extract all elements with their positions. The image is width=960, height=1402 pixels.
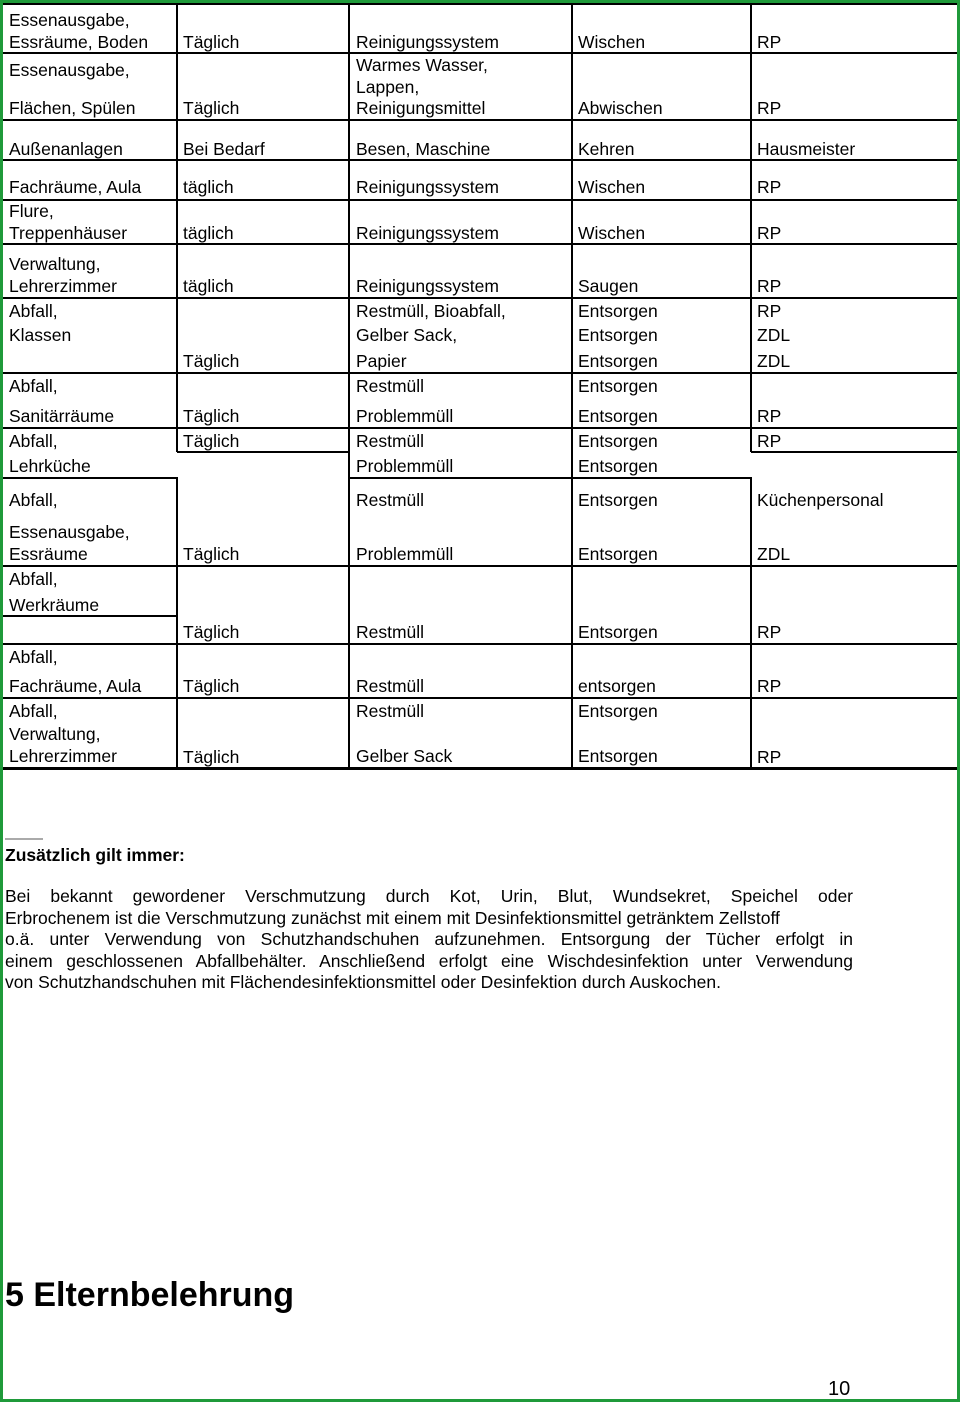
cell-responsible: RP [757,301,782,321]
table-rule [349,477,751,479]
cell-method: Wischen [578,223,646,243]
cell-area: Essenausgabe, [9,522,130,542]
note-line: Erbrochenem ist die Verschmutzung zunächst mit einem mit Desinfektionsmittel getränktem Zellstoff [5,907,780,928]
table-rule [177,451,349,453]
cell-area: Abfall, [9,490,58,510]
table-rule [3,477,177,479]
table-rule [3,243,957,245]
table-rule [3,615,177,617]
cell-responsible: Hausmeister [757,139,856,159]
cell-means: Restmüll [356,490,425,510]
note-paragraph [5,886,853,994]
cell-responsible: RP [757,676,782,696]
cell-area: Flure, [9,201,54,221]
cell-frequency: Täglich [183,32,240,52]
cell-method: Entsorgen [578,351,658,371]
cell-area: Fachräume, Aula [9,177,142,197]
cell-area: Essenausgabe, [9,60,130,80]
cell-frequency: Täglich [183,351,240,371]
cell-responsible: RP [757,177,782,197]
cell-means: Restmüll [356,676,425,696]
cell-frequency: täglich [183,276,234,296]
table-rule [3,297,957,299]
table-rule [3,767,957,770]
note-line: Bei bekannt gewordener Verschmutzung durch Kot, Urin, Blut, Wundsekret, Speichel oder [5,886,853,906]
table-col-rule [571,3,573,769]
cell-means: Problemmüll [356,544,454,564]
table-col-rule [176,477,178,769]
divider-mark [5,838,43,840]
cell-responsible: RP [757,406,782,426]
note-line: o.ä. unter Verwendung von Schutzhandschuhen aufzunehmen. Entsorgung der Tücher erfolgt in [5,929,853,949]
cell-means: Reinigungssystem [356,223,499,243]
cell-means: Reinigungssystem [356,177,499,197]
cell-area: Lehrerzimmer [9,746,117,766]
cell-method: Wischen [578,32,646,52]
cell-responsible: RP [757,32,782,52]
cell-responsible: RP [757,98,782,118]
table-rule [3,159,957,161]
cell-means: Gelber Sack, [356,325,458,345]
cell-method: Saugen [578,276,639,296]
cell-frequency: Täglich [183,431,240,451]
cell-means: Restmüll [356,431,425,451]
table-rule [3,427,957,429]
cell-means: Warmes Wasser, [356,55,488,75]
cell-area: Sanitärräume [9,406,115,426]
cell-area: Lehrküche [9,456,91,476]
cell-method: Entsorgen [578,701,658,721]
cell-area: Lehrerzimmer [9,276,117,296]
cell-means: Problemmüll [356,456,454,476]
cell-area: Essräume, Boden [9,32,149,52]
cell-area: Fachräume, Aula [9,676,142,696]
table-rule [3,3,957,5]
cell-method: Entsorgen [578,406,658,426]
cell-responsible: ZDL [757,351,791,371]
table-rule [3,372,957,374]
cell-means: Besen, Maschine [356,139,491,159]
cell-area: Abfall, [9,431,58,451]
cell-means: Gelber Sack [356,746,453,766]
note-heading: Zusätzlich gilt immer: [5,845,185,865]
cell-means: Restmüll [356,376,425,396]
cell-responsible: RP [757,276,782,296]
cell-method: Abwischen [578,98,663,118]
cell-area: Abfall, [9,376,58,396]
cell-frequency: täglich [183,223,234,243]
cell-responsible: ZDL [757,544,791,564]
cell-area: Werkräume [9,595,100,615]
table-col-rule [750,477,752,769]
cell-method: Entsorgen [578,456,658,476]
cell-method: Entsorgen [578,746,658,766]
cell-method: Entsorgen [578,325,658,345]
cell-frequency: Bei Bedarf [183,139,265,159]
cell-frequency: Täglich [183,406,240,426]
table-rule [751,451,957,453]
cell-means: Lappen, [356,77,420,97]
table-rule [3,565,957,567]
cell-method: Kehren [578,139,635,159]
cell-area: Abfall, [9,301,58,321]
cell-method: Entsorgen [578,490,658,510]
note-line: von Schutzhandschuhen mit Flächendesinfektionsmittel oder Desinfektion durch Auskochen. [5,972,721,992]
table-col-rule [348,3,350,769]
cell-area: Essräume [9,544,88,564]
section-title: 5 Elternbelehrung [5,1276,295,1314]
cell-responsible: RP [757,747,782,767]
table-rule [3,643,957,645]
cell-method: Wischen [578,177,646,197]
cell-method: Entsorgen [578,376,658,396]
cell-means: Restmüll [356,622,425,642]
cell-responsible: RP [757,223,782,243]
cell-responsible: RP [757,622,782,642]
cell-area: Abfall, [9,569,58,589]
table-rule [3,697,957,699]
cell-frequency: Täglich [183,622,240,642]
cell-area: Abfall, [9,647,58,667]
cell-frequency: Täglich [183,747,240,767]
cell-frequency: täglich [183,177,234,197]
cell-responsible: Küchenpersonal [757,490,884,510]
cell-frequency: Täglich [183,544,240,564]
cell-means: Papier [356,351,407,371]
cell-means: Restmüll, Bioabfall, [356,301,506,321]
cell-area: Treppenhäuser [9,223,128,243]
table-rule [3,199,957,201]
cell-method: Entsorgen [578,431,658,451]
cell-method: Entsorgen [578,301,658,321]
cell-method: entsorgen [578,676,656,696]
cell-means: Problemmüll [356,406,454,426]
table-col-rule [750,3,752,452]
table-rule [3,119,957,121]
cell-area: Essenausgabe, [9,10,130,30]
cell-area: Verwaltung, [9,724,101,744]
cell-means: Reinigungsmittel [356,98,486,118]
cell-area: Flächen, Spülen [9,98,136,118]
cell-method: Entsorgen [578,622,658,642]
cell-area: Klassen [9,325,72,345]
cell-responsible: ZDL [757,325,791,345]
page-number: 10 [828,1378,851,1400]
cell-responsible: RP [757,431,782,451]
cell-frequency: Täglich [183,676,240,696]
table-rule [3,52,957,54]
cell-frequency: Täglich [183,98,240,118]
table-col-rule [176,3,178,452]
cell-area: Abfall, [9,701,58,721]
cell-means: Reinigungssystem [356,32,499,52]
cell-means: Restmüll [356,701,425,721]
cell-area: Verwaltung, [9,254,101,274]
note-line: einem geschlossenen Abfallbehälter. Anschließend erfolgt eine Wischdesinfektion unter Verwendung [5,950,853,971]
cell-area: Außenanlagen [9,139,123,159]
cell-means: Reinigungssystem [356,276,499,296]
cell-method: Entsorgen [578,544,658,564]
